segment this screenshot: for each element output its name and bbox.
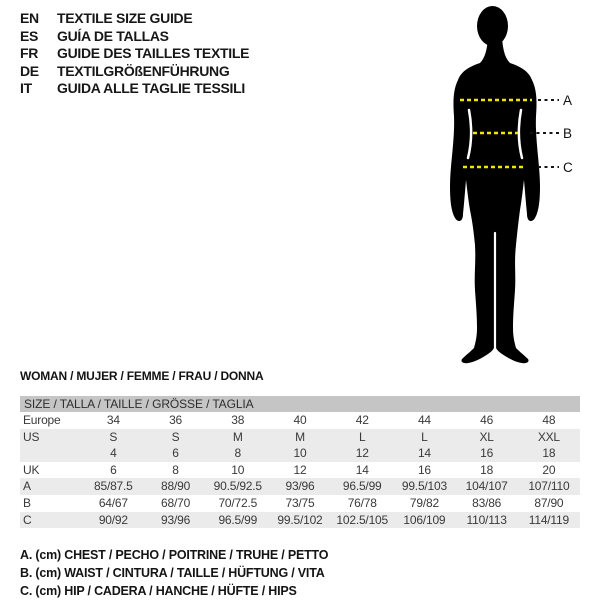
size-cell: 87/90 [534,495,564,510]
size-cell: 6 [110,462,117,477]
title-text: TEXTILE SIZE GUIDE [57,10,193,26]
size-cell: 14 [355,462,369,477]
size-cell: XXL [537,429,560,444]
row-label: B [23,495,31,510]
row-label [20,445,82,462]
size-cell: 18 [480,462,494,477]
lang-code: FR [20,45,39,61]
size-cell: 42 [355,413,369,427]
size-cell: M [232,429,243,444]
size-cell: 90/92 [98,512,128,527]
size-table-body [20,412,580,528]
row-label: UK [23,462,40,477]
marker-label-c: C [563,160,573,175]
marker-label-a: A [563,93,573,108]
size-cell: 12 [355,446,369,461]
size-table-header-row [20,396,580,412]
legend-waist: B. (cm) WAIST / CINTURA / TAILLE / HÜFTUNG / VITA [20,566,325,580]
size-cell: 64/67 [98,495,128,510]
language-title-block [20,10,249,98]
size-cell: 106/109 [403,512,446,527]
measurement-legend [20,546,328,600]
size-cell: 12 [293,462,307,477]
size-cell: 88/90 [161,479,191,494]
size-cell: 73/75 [285,495,315,510]
size-cell: M [295,429,305,444]
legend-chest: A. (cm) CHEST / PECHO / POITRINE / TRUHE / PETTO [20,548,329,562]
size-cell: 90.5/92.5 [213,479,262,494]
size-cell: 46 [480,413,494,427]
size-cell: 99.5/102 [277,512,323,527]
size-cell: 16 [417,462,431,477]
lang-code: DE [20,62,39,79]
size-cell: 76/78 [347,495,377,510]
title-row-fr [20,45,249,63]
size-cell: 107/110 [528,479,570,494]
title-text: GUÍA DE TALLAS [57,27,169,44]
size-cell: 96.5/99 [342,479,382,494]
size-cell: 83/86 [472,495,502,510]
row-label: A [23,479,31,494]
size-cell: 10 [231,462,245,477]
size-cell: 48 [542,413,556,427]
title-text: GUIDA ALLE TAGLIE TESSILI [57,80,245,96]
table-row [20,495,580,512]
size-cell: 79/82 [409,495,439,510]
row-label: US [23,429,40,444]
size-cell: L [358,429,366,444]
size-cell: 8 [234,446,241,461]
body-measurement-figure [420,0,600,372]
size-cell: 99.5/103 [401,479,447,494]
table-row [20,412,580,429]
section-heading-woman: WOMAN / MUJER / FEMME / FRAU / DONNA [20,369,264,383]
size-cell: 114/119 [528,512,569,527]
size-cell: 104/107 [465,479,508,494]
size-cell: XL [479,429,494,444]
woman-silhouette-icon [420,0,600,372]
title-row-it [20,80,249,98]
title-text: TEXTILGRÖßENFÜHRUNG [57,62,230,79]
size-cell: 110/113 [466,512,507,527]
title-row-de [20,63,249,81]
lang-code: ES [20,27,39,44]
title-text: GUIDE DES TAILLES TEXTILE [57,45,250,61]
marker-label-b: B [563,126,573,141]
size-cell: S [171,429,180,444]
size-cell: 4 [110,446,117,461]
size-cell: 14 [417,446,431,461]
legend-hip: C. (cm) HIP / CADERA / HANCHE / HÜFTE / HIPS [20,584,297,598]
size-cell: 85/87.5 [94,479,133,494]
size-cell: 96.5/99 [218,512,258,527]
row-label: C [23,512,32,527]
size-cell: 34 [106,413,120,427]
size-cell: 44 [417,413,431,427]
table-row [20,478,580,495]
size-cell: 18 [542,446,556,461]
size-cell: 70/72.5 [218,495,258,510]
lang-code: EN [20,10,39,26]
row-label: Europe [23,413,61,427]
size-cell: 40 [293,413,307,427]
size-cell: 102.5/105 [336,512,388,527]
size-cell: 36 [169,413,183,427]
table-row [20,462,580,479]
title-row-en [20,10,249,28]
size-cell: 93/96 [161,512,191,527]
size-cell: L [421,429,428,444]
size-cell: 10 [293,446,307,461]
size-cell: 20 [542,462,556,477]
size-table [20,396,580,528]
size-cell: 8 [172,462,179,477]
size-cell: S [109,429,118,444]
table-row [20,429,580,446]
table-row [20,512,580,529]
lang-code: IT [20,80,32,96]
size-cell: 93/96 [285,479,315,494]
table-row [20,445,580,462]
size-cell: 68/70 [161,495,191,510]
size-cell: 38 [231,413,245,427]
size-table-header: SIZE / TALLA / TAILLE / GRÖSSE / TAGLIA [20,396,580,412]
title-row-es [20,28,249,46]
size-cell: 6 [172,446,179,461]
size-cell: 16 [480,446,494,461]
